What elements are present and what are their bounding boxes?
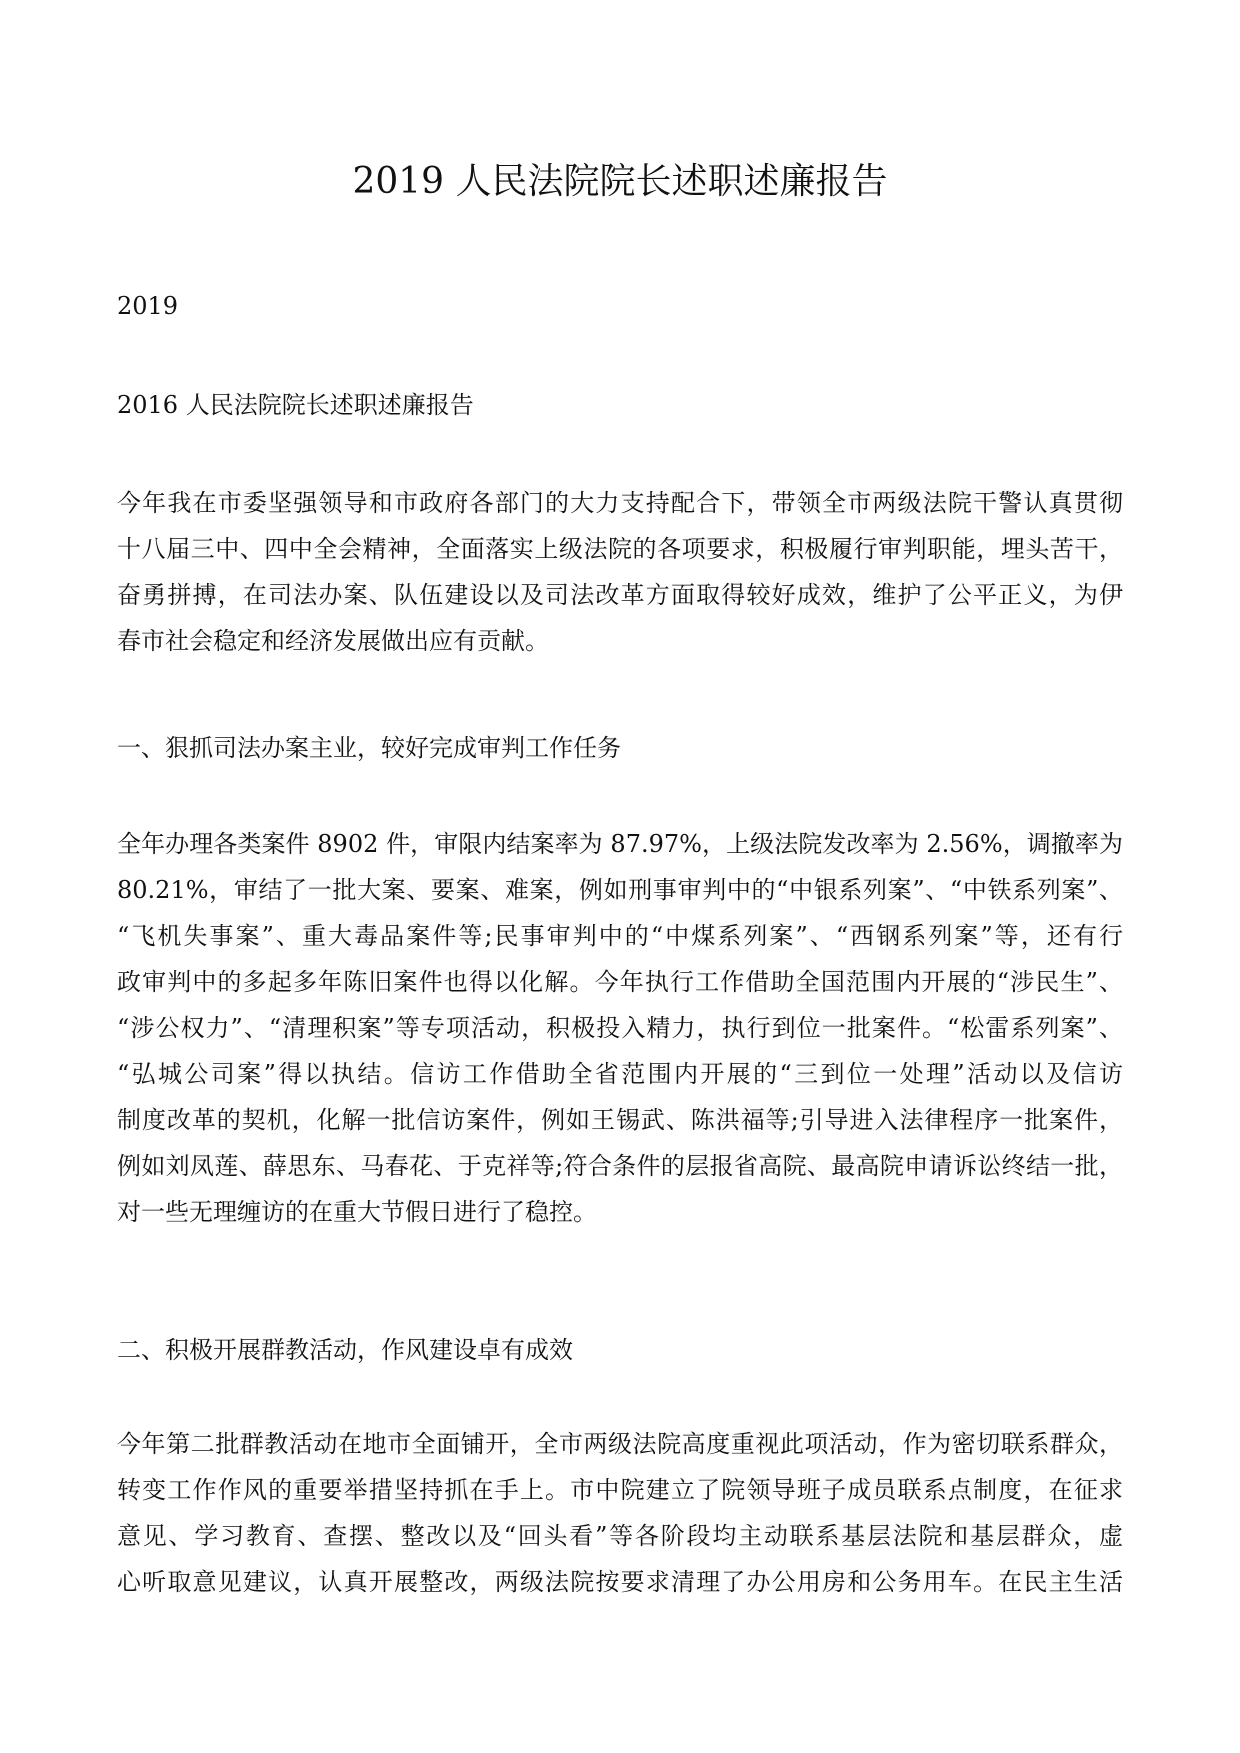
section1-line: 80.21%，审结了一批大案、要案、难案，例如刑事审判中的“中银系列案”、“中铁系列案”、: [117, 876, 1123, 904]
intro-line: 春市社会稳定和经济发展做出应有贡献。: [117, 627, 549, 655]
intro-paragraph: [117, 480, 1123, 664]
section2-heading: 二、积极开展群教活动，作风建设卓有成效: [117, 1336, 573, 1364]
section1-line: 制度改革的契机，化解一批信访案件，例如王锡武、陈洪福等;引导进入法律程序一批案件，: [117, 1106, 1123, 1134]
section2-line: 心听取意见建议，认真开展整改，两级法院按要求清理了办公用房和公务用车。在民主生活: [117, 1568, 1123, 1596]
section1-heading: 一、狠抓司法办案主业，较好完成审判工作任务: [117, 734, 621, 762]
section1-line: 政审判中的多起多年陈旧案件也得以化解。今年执行工作借助全国范围内开展的“涉民生”、: [117, 968, 1123, 996]
document-title: 2019 人民法院院长述职述廉报告: [352, 161, 888, 202]
section1-paragraph: [117, 821, 1123, 1235]
section1-line: 对一些无理缠访的在重大节假日进行了稳控。: [117, 1198, 597, 1226]
section1-line: “涉公权力”、“清理积案”等专项活动，积极投入精力，执行到位一批案件。“松雷系列案”、: [117, 1014, 1123, 1042]
intro-line: 奋勇拼搏，在司法办案、队伍建设以及司法改革方面取得较好成效，维护了公平正义，为伊: [117, 581, 1123, 609]
document-subtitle: 2016 人民法院院长述职述廉报告: [117, 391, 474, 419]
section1-line: 全年办理各类案件 8902 件，审限内结案率为 87.97%，上级法院发改率为 2.56%，调撤率为: [117, 830, 1123, 858]
section1-line: 例如刘凤莲、薛思东、马春花、于克祥等;符合条件的层报省高院、最高院申请诉讼终结一批，: [117, 1152, 1123, 1180]
section2-paragraph: [117, 1421, 1123, 1605]
section2-line: 今年第二批群教活动在地市全面铺开，全市两级法院高度重视此项活动，作为密切联系群众，: [117, 1430, 1123, 1458]
section1-line: “弘城公司案”得以执结。信访工作借助全省范围内开展的“三到位一处理”活动以及信访: [117, 1060, 1123, 1088]
year-line: 2019: [117, 292, 179, 320]
section2-line: 意见、学习教育、查摆、整改以及“回头看”等各阶段均主动联系基层法院和基层群众，虚: [117, 1522, 1123, 1550]
intro-line: 十八届三中、四中全会精神，全面落实上级法院的各项要求，积极履行审判职能，埋头苦干，: [117, 535, 1123, 563]
section2-line: 转变工作作风的重要举措坚持抓在手上。市中院建立了院领导班子成员联系点制度，在征求: [117, 1476, 1123, 1504]
intro-line: 今年我在市委坚强领导和市政府各部门的大力支持配合下，带领全市两级法院干警认真贯彻: [117, 489, 1123, 517]
section1-line: “飞机失事案”、重大毒品案件等;民事审判中的“中煤系列案”、“西钢系列案”等，还有行: [117, 922, 1123, 950]
